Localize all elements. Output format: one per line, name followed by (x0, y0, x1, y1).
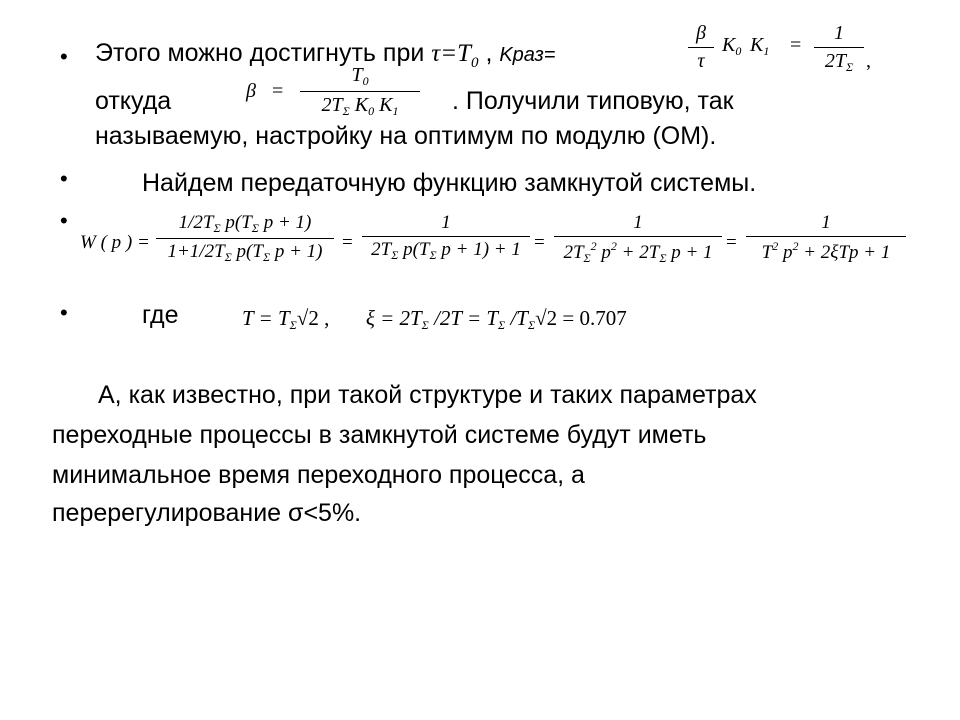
eq-2: = (534, 232, 545, 253)
wp-lhs: W ( p ) = (80, 232, 150, 253)
paragraph-line-4: перерегулирование σ<5%. (52, 499, 362, 527)
transfer-function-formula (80, 212, 910, 282)
bullet-3: • (60, 208, 68, 233)
line-3: называемую, настройку на оптимум по модулю (ОМ). (95, 122, 717, 150)
beta-over-tau (688, 22, 714, 73)
line-2-text: откуда (95, 87, 172, 115)
fraction-2: 1 $2T_\Sigma$ $p(T_\Sigma$ p + 1) + 1 (362, 212, 530, 263)
eq-3: = (726, 232, 737, 253)
beta-equals: = (272, 80, 284, 102)
kraz-formula (688, 22, 888, 78)
beta-formula (246, 64, 446, 120)
tau-sub: 0 (471, 55, 479, 71)
tau-equals: τ=T (431, 40, 471, 67)
bullet-4: • (60, 300, 68, 325)
paragraph-line-2: переходные процессы в замкнутой системе будут иметь (52, 421, 707, 449)
equals: = (790, 34, 802, 56)
t0-over-denominator: $T_0$ $2T_\Sigma$ $K_0$ $K_1$ (300, 64, 420, 119)
bullet-2: • (60, 166, 68, 191)
eq-1: = (342, 232, 353, 253)
k0-term: $K_0$ (722, 34, 742, 58)
fraction-1: $1/2T_\Sigma$ $p(T_\Sigma$ p + 1) $1+1/2T_\Sigma$ $p(T_\Sigma$ p + 1) (156, 212, 334, 265)
fraction-3: 1 $2T_\Sigma^2$ $p^2 + 2T_\Sigma$ p + 1 (554, 212, 722, 266)
k1-term: $K_1$ (750, 34, 770, 58)
fraction-4: 1 $T^2$ $p^2 + 2\xi Tp + 1$ (746, 212, 906, 264)
paragraph-line-3: минимальное время переходного процесса, а (52, 461, 585, 489)
bullet-1: • (60, 44, 68, 69)
line-1-sep: , (478, 39, 500, 67)
line-2-after: . Получили типовую, так (452, 87, 734, 115)
one-over-2t: 1 $2T_\Sigma$ (814, 22, 864, 75)
tau-den: τ (697, 50, 705, 72)
kraz-label: Kраз= (499, 44, 556, 66)
where-formula: $T = T_\Sigma√2$ , $\xi = 2T_\Sigma$ $/2T = T_\Sigma$ $/T_\Sigma√2 = 0.707$ (242, 306, 627, 332)
beta-symbol: β (246, 80, 256, 102)
beta-num: β (696, 22, 706, 44)
comma: , (866, 50, 871, 72)
line-1-text: Этого можно достигнуть при (95, 39, 432, 67)
line-4: Найдем передаточную функцию замкнутой системы. (142, 169, 757, 197)
line-2 (95, 86, 171, 116)
paragraph-line-1: А, как известно, при такой структуре и таких параметрах (98, 381, 757, 409)
where-label: где (142, 301, 179, 329)
